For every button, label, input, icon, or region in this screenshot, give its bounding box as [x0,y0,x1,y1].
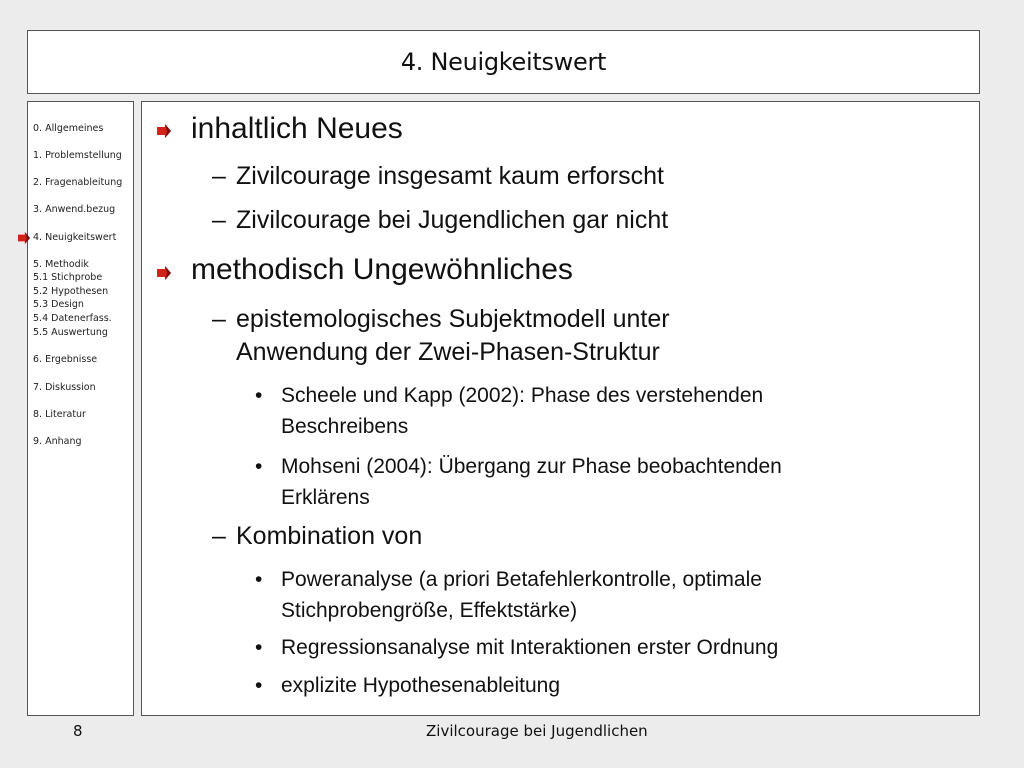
nav-item-design[interactable]: 5.3 Design [33,299,84,310]
current-section-arrow-icon [17,232,31,244]
dot-marker: • [255,568,263,591]
dash-marker: – [212,305,226,333]
sub-bullet-text: epistemologisches Subjektmodell unter [236,305,670,333]
section-nav [27,101,134,716]
nav-item-problemstellung[interactable]: 1. Problemstellung [33,150,122,161]
sub-sub-bullet-text: Beschreibens [281,415,409,438]
footer-title: Zivilcourage bei Jugendlichen [426,722,648,740]
sub-sub-bullet-text: Erklärens [281,486,370,509]
dot-marker: • [255,674,263,697]
bullet-inhaltlich-neues: inhaltlich Neues [191,112,403,145]
page-number: 8 [73,722,83,740]
sub-bullet-text: Zivilcourage insgesamt kaum erforscht [236,162,664,190]
nav-item-literatur[interactable]: 8. Literatur [33,409,86,420]
dash-marker: – [212,162,226,190]
nav-item-neuigkeitswert[interactable] [33,231,116,244]
sub-sub-bullet-text: Poweranalyse (a priori Betafehlerkontrolle, optimale [281,568,762,591]
sub-sub-bullet-text: Scheele und Kapp (2002): Phase des verstehenden [281,384,764,407]
sub-bullet-text: Anwendung der Zwei-Phasen-Struktur [236,338,660,366]
slide-title-box [27,30,980,94]
dash-marker: – [212,522,226,550]
dot-marker: • [255,384,263,407]
sub-bullet-text: Kombination von [236,522,423,550]
nav-item-anwendbezug[interactable]: 3. Anwend.bezug [33,204,116,215]
sub-sub-bullet-text: Regressionsanalyse mit Interaktionen erster Ordnung [281,636,779,659]
nav-item-datenerfass[interactable]: 5.4 Datenerfass. [33,313,112,324]
bullet-arrow-icon [156,124,172,138]
nav-item-anhang[interactable]: 9. Anhang [33,436,82,447]
sub-sub-bullet-text: explizite Hypothesenableitung [281,674,561,697]
nav-item-stichprobe[interactable]: 5.1 Stichprobe [33,272,103,283]
nav-item-methodik[interactable]: 5. Methodik [33,259,89,270]
nav-item-fragenableitung[interactable]: 2. Fragenableitung [33,177,123,188]
bullet-arrow-icon [156,266,172,280]
bullet-methodisch-ungewoehnliches: methodisch Ungewöhnliches [191,253,573,286]
sub-bullet-text: Zivilcourage bei Jugendlichen gar nicht [236,206,669,234]
nav-item-hypothesen[interactable]: 5.2 Hypothesen [33,286,109,297]
sub-sub-bullet-text: Stichprobengröße, Effektstärke) [281,599,578,622]
nav-item-ergebnisse[interactable]: 6. Ergebnisse [33,354,98,365]
dot-marker: • [255,636,263,659]
nav-item-label: 4. Neuigkeitswert [33,232,117,243]
nav-item-auswertung[interactable]: 5.5 Auswertung [33,327,108,338]
nav-item-diskussion[interactable]: 7. Diskussion [33,382,96,393]
nav-item-allgemeines[interactable]: 0. Allgemeines [33,123,104,134]
dash-marker: – [212,206,226,234]
dot-marker: • [255,455,263,478]
slide-content [141,101,980,716]
sub-sub-bullet-text: Mohseni (2004): Übergang zur Phase beobachtenden [281,455,782,478]
slide-title: 4. Neuigkeitswert [400,48,607,76]
